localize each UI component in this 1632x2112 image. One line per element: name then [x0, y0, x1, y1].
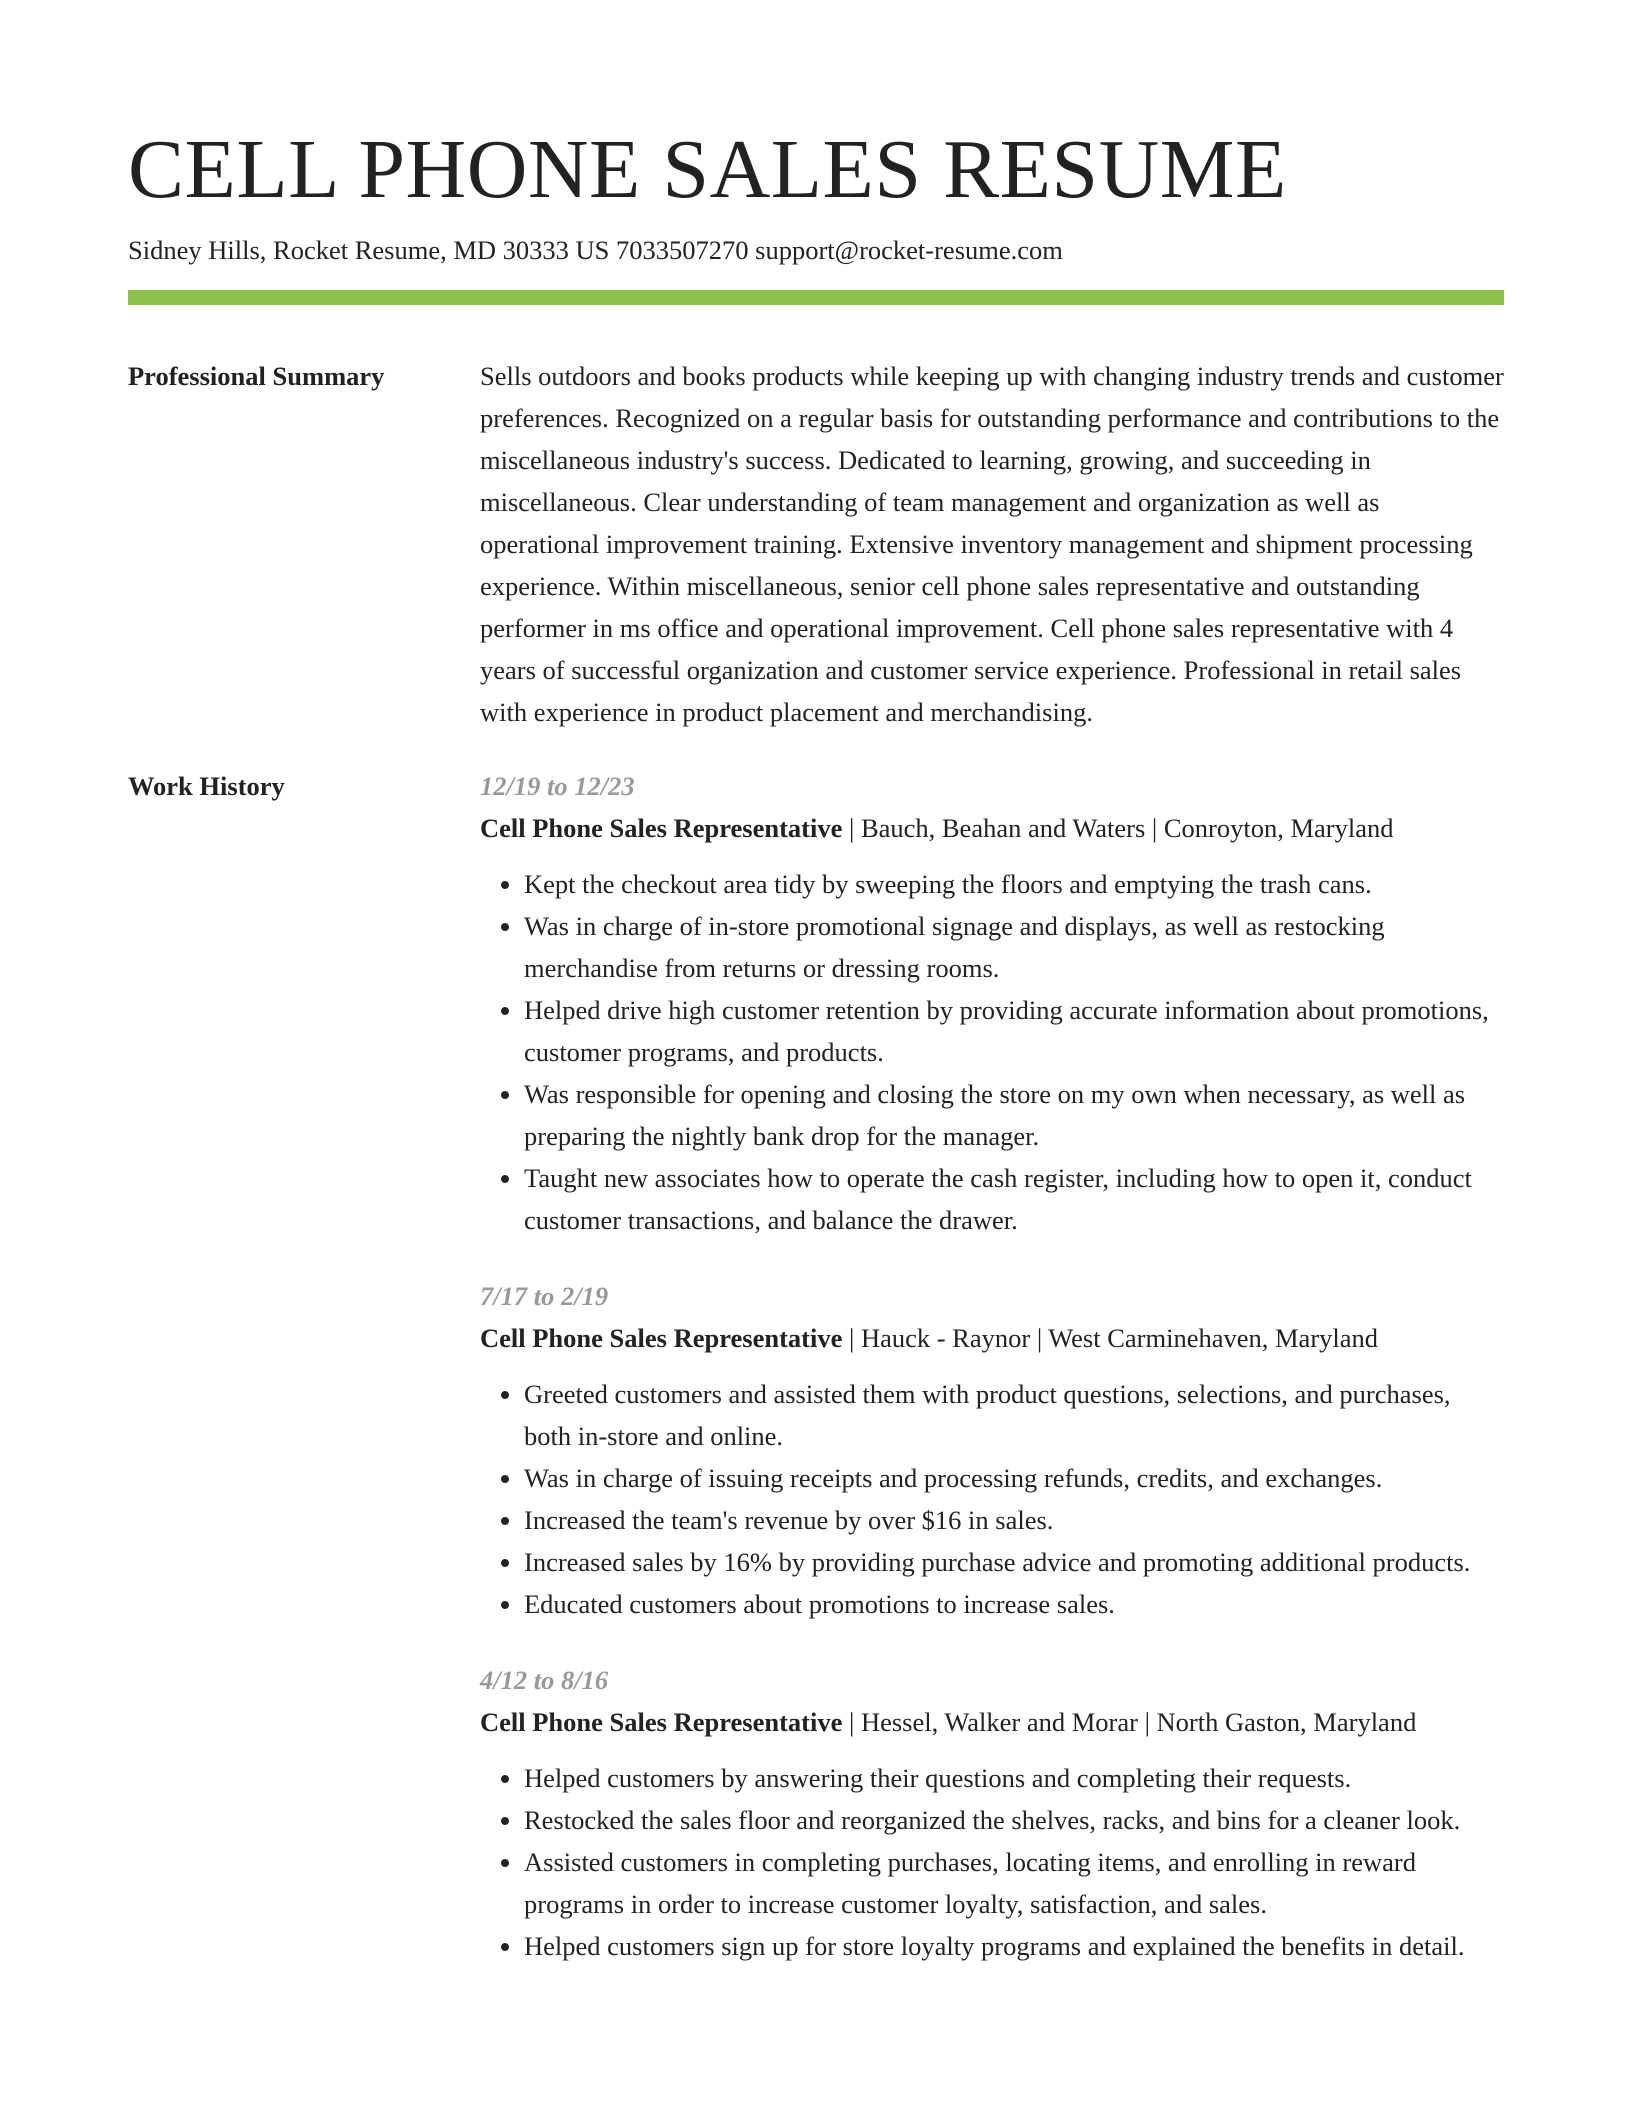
job-bullet: • Helped drive high customer retention by providing accurate information about promotions, customer programs, and products.	[524, 989, 1504, 1073]
job-bullet: • Increased the team's revenue by over $16 in sales.	[524, 1499, 1504, 1541]
job-company: Bauch, Beahan and Waters	[860, 813, 1146, 843]
job-heading	[480, 1317, 1504, 1359]
job-entry	[480, 1275, 1504, 1625]
job-title: Cell Phone Sales Representative	[480, 813, 843, 843]
job-dates: 12/19 to 12/23	[480, 771, 635, 801]
separator: |	[1137, 1707, 1157, 1737]
job-heading	[480, 807, 1504, 849]
job-bullet: • Restocked the sales floor and reorganized the shelves, racks, and bins for a cleaner look.	[524, 1799, 1504, 1841]
job-bullet: • Kept the checkout area tidy by sweeping the floors and emptying the trash cans.	[524, 863, 1504, 905]
resume-title: CELL PHONE SALES RESUME	[128, 123, 1287, 216]
resume-page	[128, 0, 1504, 2001]
job-location: West Carminehaven, Maryland	[1048, 1323, 1379, 1353]
accent-divider	[128, 290, 1504, 305]
job-bullet: • Assisted customers in completing purchases, locating items, and enrolling in reward programs in order to increase customer loyalty, satisfaction, and sales.	[524, 1841, 1504, 1925]
job-company: Hessel, Walker and Morar	[860, 1707, 1138, 1737]
section-label-work-history: Work History	[128, 771, 285, 801]
professional-summary-section	[128, 355, 1504, 733]
job-dates: 7/17 to 2/19	[480, 1281, 609, 1311]
job-bullet: • Was responsible for opening and closing the store on my own when necessary, as well as preparing the nightly bank drop for the manager.	[524, 1073, 1504, 1157]
job-bullet: • Taught new associates how to operate the cash register, including how to open it, conduct customer transactions, and balance the drawer.	[524, 1157, 1504, 1241]
contact-line: Sidney Hills, Rocket Resume, MD 30333 US 7033507270 support@rocket-resume.com	[128, 235, 1063, 265]
job-title: Cell Phone Sales Representative	[480, 1323, 843, 1353]
summary-body	[480, 355, 1504, 733]
job-title: Cell Phone Sales Representative	[480, 1707, 843, 1737]
job-bullet: • Was in charge of issuing receipts and processing refunds, credits, and exchanges.	[524, 1457, 1504, 1499]
job-location: Conroyton, Maryland	[1163, 813, 1394, 843]
job-location: North Gaston, Maryland	[1156, 1707, 1417, 1737]
separator: |	[842, 1323, 861, 1353]
job-bullet-list	[480, 1757, 1504, 1967]
summary-text: Sells outdoors and books products while keeping up with changing industry trends and customer preferences. Recognized on a regular basis for outstanding performance and contributions to the miscellaneous industry's success. Dedicated to learning, growing, and succeeding in miscellaneous. Clear understanding of team management and organization as well as operational improvement training. Extensive inventory management and shipment processing experience. Within miscellaneous, senior cell phone sales representative and outstanding performer in ms office and operational improvement. Cell phone sales representative with 4 years of successful organization and customer service experience. Professional in retail sales with experience in product placement and merchandising.	[480, 361, 1504, 727]
job-entry	[480, 765, 1504, 1241]
separator: |	[842, 1707, 861, 1737]
job-bullet: • Increased sales by 16% by providing purchase advice and promoting additional products.	[524, 1541, 1504, 1583]
job-company: Hauck - Raynor	[860, 1323, 1031, 1353]
job-bullet: • Greeted customers and assisted them with product questions, selections, and purchases, both in-store and online.	[524, 1373, 1504, 1457]
separator: |	[1145, 813, 1164, 843]
job-dates: 4/12 to 8/16	[480, 1665, 609, 1695]
job-bullet: • Helped customers sign up for store loyalty programs and explained the benefits in detail.	[524, 1925, 1504, 1967]
job-bullet: • Was in charge of in-store promotional signage and displays, as well as restocking merchandise from returns or dressing rooms.	[524, 905, 1504, 989]
job-bullet: • Helped customers by answering their questions and completing their requests.	[524, 1757, 1504, 1799]
job-heading	[480, 1701, 1504, 1743]
work-history-section	[128, 765, 1504, 2001]
job-bullet-list	[480, 863, 1504, 1241]
work-history-body	[480, 765, 1504, 2001]
separator: |	[1030, 1323, 1049, 1353]
job-entry	[480, 1659, 1504, 1967]
separator: |	[842, 813, 861, 843]
job-bullet: • Educated customers about promotions to increase sales.	[524, 1583, 1504, 1625]
job-bullet-list	[480, 1373, 1504, 1625]
section-label-professional-summary: Professional Summary	[128, 361, 385, 391]
